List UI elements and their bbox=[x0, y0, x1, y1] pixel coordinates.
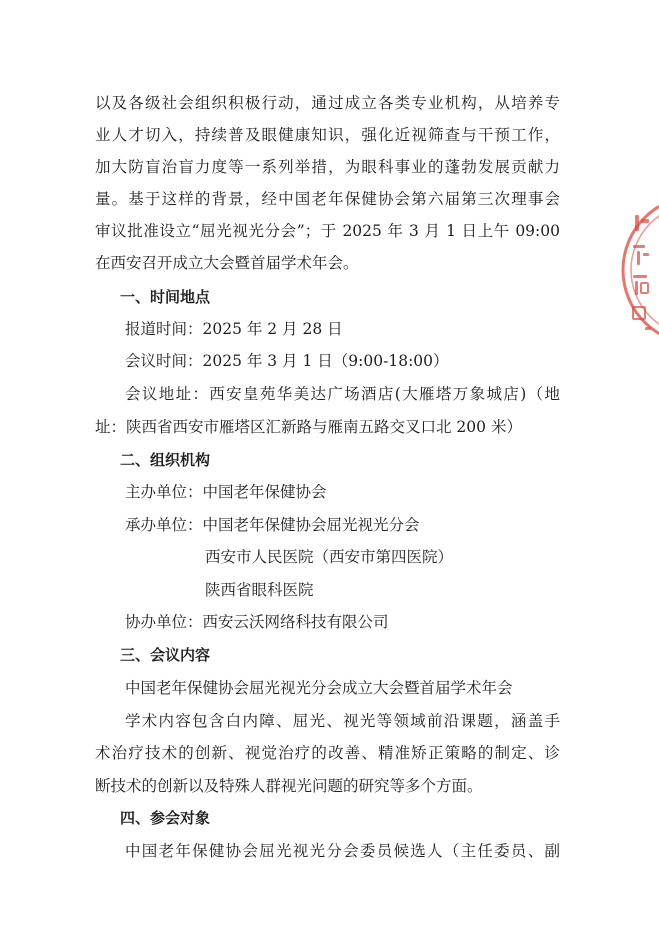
text-line: 术治疗技术的创新、视觉治疗的改善、精准矫正策略的制定、诊 bbox=[95, 744, 560, 762]
text-line: 会议时间：2025 年 3 月 1 日（9:00-18:00） bbox=[125, 352, 449, 370]
intro-line: 审议批准设立“屈光视光分会”；于 2025 年 3 月 1 日上午 09:00 bbox=[95, 222, 560, 240]
text-line: 承办单位：中国老年保健协会屈光视光分会 bbox=[125, 516, 420, 534]
text-line: 主办单位：中国老年保健协会 bbox=[125, 483, 327, 501]
text-line: 西安市人民医院（西安市第四医院） bbox=[205, 548, 454, 566]
section-heading: 四、参会对象 bbox=[120, 809, 211, 827]
seal-stamp bbox=[619, 175, 659, 365]
text-line: 会议地址：西安皇苑华美达广场酒店(大雁塔万象城店)（地 bbox=[125, 385, 560, 403]
section-heading: 二、组织机构 bbox=[120, 451, 211, 469]
intro-line: 量。基于这样的背景，经中国老年保健协会第六届第三次理事会 bbox=[95, 190, 560, 208]
text-line: 址：陕西省西安市雁塔区汇新路与雁南五路交叉口北 200 米） bbox=[95, 418, 522, 436]
text-line: 陕西省眼科医院 bbox=[205, 581, 314, 599]
intro-line: 业人才切入，持续普及眼健康知识，强化近视筛查与干预工作， bbox=[95, 126, 560, 144]
section-heading: 三、会议内容 bbox=[120, 646, 211, 664]
text-line: 协办单位：西安云沃网络科技有限公司 bbox=[125, 613, 389, 631]
text-line: 学术内容包含白内障、屈光、视光等领域前沿课题，涵盖手 bbox=[125, 712, 560, 730]
text-line: 报道时间：2025 年 2 月 28 日 bbox=[125, 320, 343, 338]
intro-line: 在西安召开成立大会暨首届学术年会。 bbox=[95, 254, 359, 272]
text-line: 中国老年保健协会屈光视光分会委员候选人（主任委员、副 bbox=[125, 842, 560, 860]
text-line: 断技术的创新以及特殊人群视光问题的研究等多个方面。 bbox=[95, 777, 483, 795]
text-line: 中国老年保健协会屈光视光分会成立大会暨首届学术年会 bbox=[125, 679, 513, 697]
intro-line: 加大防盲治盲力度等一系列举措，为眼科事业的蓬勃发展贡献力 bbox=[95, 158, 560, 176]
intro-line: 以及各级社会组织积极行动，通过成立各类专业机构，从培养专 bbox=[95, 94, 560, 112]
section-heading: 一、时间地点 bbox=[120, 288, 211, 306]
